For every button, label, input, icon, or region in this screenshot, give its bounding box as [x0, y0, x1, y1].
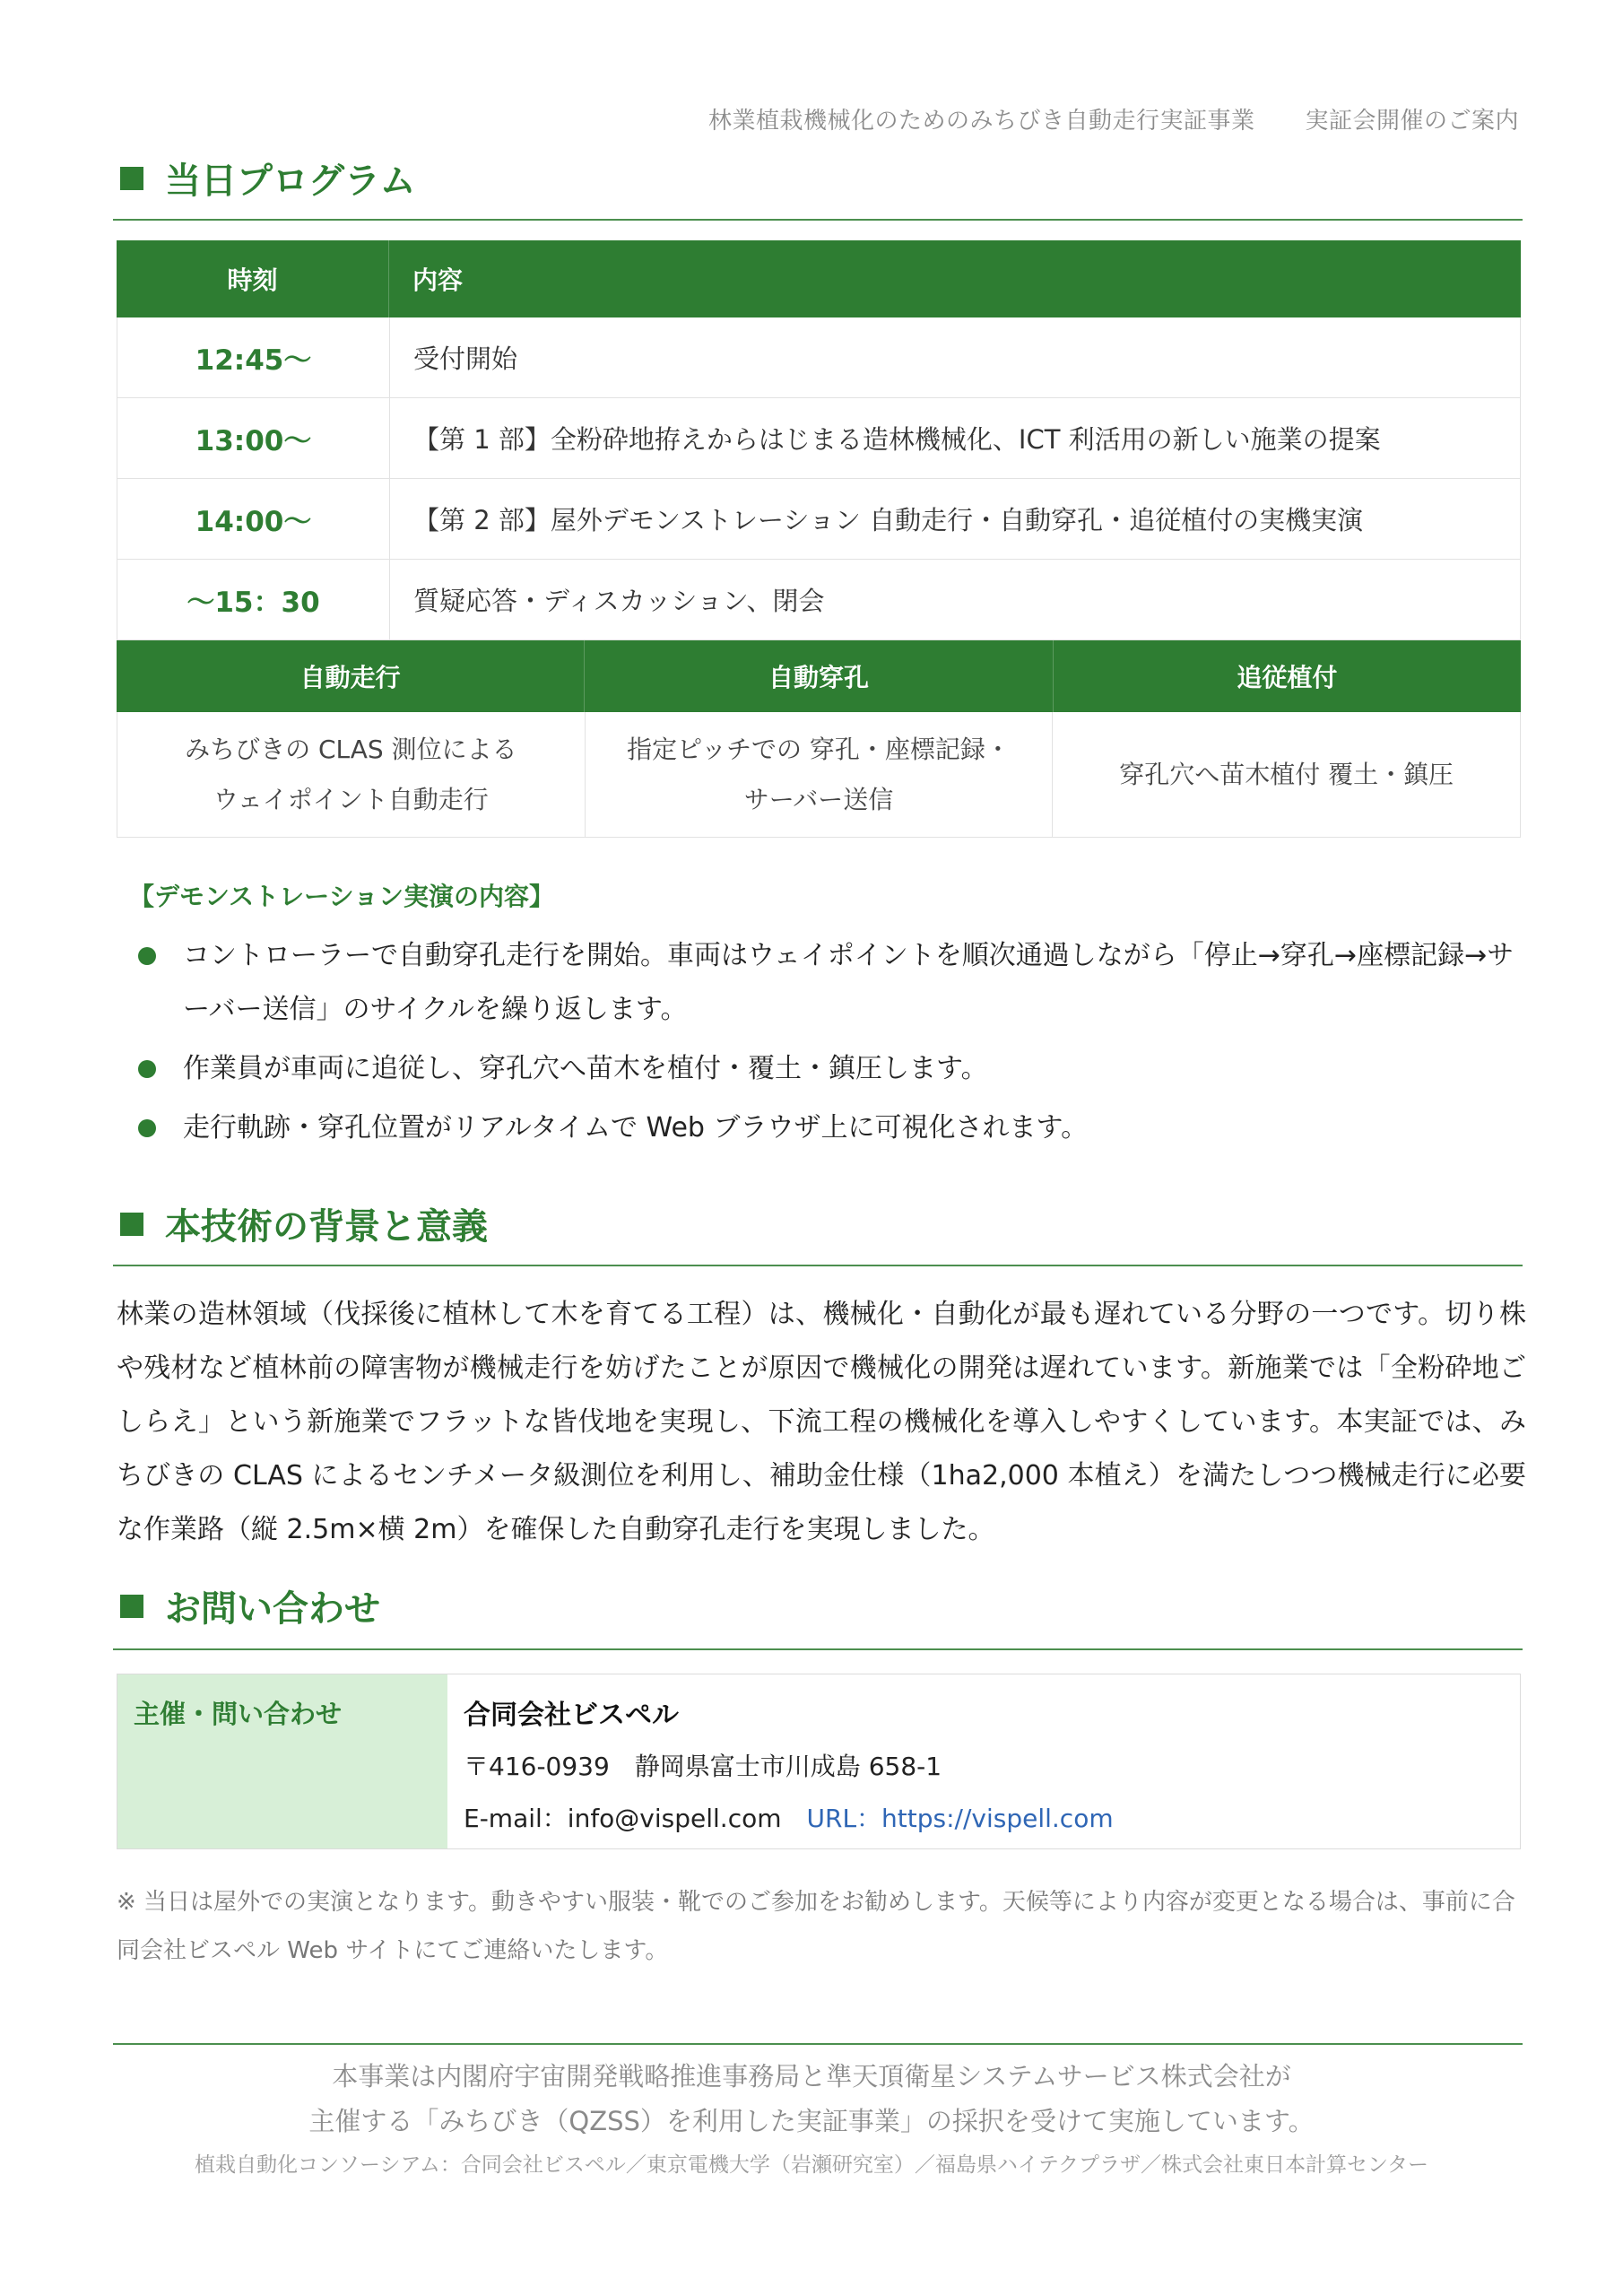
footer-line-1: 本事業は内閣府宇宙開発戦略推進事務局と準天頂衛星システムサービス株式会社が [332, 2061, 1291, 2092]
footer-consortium: 植栽自動化コンソーシアム：合同会社ビスペル／東京電機大学（岩瀬研究室）／福島県ハイテクプラザ／株式会社東日本計算センター [194, 2153, 1429, 2177]
row-time: 12:45〜 [117, 317, 390, 397]
demo-table-header [117, 640, 1521, 712]
demo-cell-line: 指定ピッチでの 穿孔・座標記録・ [627, 734, 1011, 764]
running-header [708, 102, 1519, 135]
header-project: 林業植栽機械化のためのみちびき自動走行実証事業 [707, 108, 1255, 135]
demo-cell-line: ウェイポイント自動走行 [213, 784, 489, 814]
demo-cell-line: サーバー送信 [743, 784, 894, 814]
row-time: 14:00〜 [117, 479, 390, 559]
demo-cell-follow-plant [1053, 712, 1520, 837]
demo-head-auto-drill: 自動穿孔 [585, 640, 1053, 712]
contact-info [447, 1674, 1520, 1848]
bullet-text: 作業員が車両に追従し、穿孔穴へ苗木を植付・覆土・鎮圧します。 [183, 1053, 988, 1084]
list-item [135, 1042, 1533, 1096]
demo-subtitle: 【デモンストレーション実演の内容】 [129, 882, 555, 911]
row-content: 受付開始 [413, 344, 518, 374]
program-table-header [117, 240, 1521, 317]
demo-table-body [117, 712, 1521, 838]
program-rule [113, 219, 1523, 221]
background-paragraph: 林業の造林領域（伐採後に植林して木を育てる工程）は、機械化・自動化が最も遅れている分野の一つです。切り株や残材など植林前の障害物が機械走行を妨げたことが原因で機械化の開発は遅れています。新施業では「全粉砕地ごしらえ」という新施業でフラットな皆伐地を実現し、下流工程の機械化を導入しやすくしています。本実証では、みちびきの CLAS によるセンチメータ級測位を利用し、補助金仕様（1ha2,000 本植え）を満たしつつ機械走行に必要な作業路（縦 2.5m×横 2m）を確保した自動穿孔走行を実現しました。 [117, 1299, 1526, 1545]
row-time: 〜15：30 [117, 560, 390, 639]
table-row [117, 398, 1521, 479]
background-title: 本技術の背景と意義 [165, 1206, 488, 1248]
contact-heading [120, 1580, 380, 1631]
contact-title: お問い合わせ [165, 1588, 380, 1630]
contact-org: 合同会社ビスペル [464, 1700, 679, 1731]
square-bullet-icon [120, 167, 143, 190]
table-row [117, 317, 1521, 398]
table-row [117, 560, 1521, 640]
contact-links [464, 1793, 1504, 1845]
demo-cell-line: 穿孔穴へ苗木植付 覆土・鎮圧 [1119, 759, 1454, 789]
header-doc: 実証会開催のご案内 [1305, 108, 1519, 135]
demo-head-follow-plant: 追従植付 [1237, 663, 1338, 692]
contact-email[interactable]: E-mail：info@vispell.com [464, 1804, 782, 1833]
list-item [135, 929, 1533, 1037]
background-rule [113, 1265, 1523, 1266]
contact-label: 主催・問い合わせ [117, 1674, 447, 1848]
col-time-header: 時刻 [117, 240, 389, 317]
square-bullet-icon [120, 1213, 143, 1236]
program-table [117, 240, 1521, 838]
bullet-dot-icon [138, 1119, 156, 1137]
row-content: 【第 2 部】屋外デモンストレーション 自動走行・自動穿孔・追従植付の実機実演 [413, 505, 1364, 535]
notice-text: ※ 当日は屋外での実演となります。動きやすい服装・靴でのご参加をお勧めします。天候等により内容が変更となる場合は、事前に合同会社ビスペル Web サイトにてご連絡いたします。 [117, 1889, 1515, 1964]
program-title: 当日プログラム [165, 161, 416, 202]
contact-address: 〒416-0939 静岡県富士市川成島 658-1 [464, 1752, 942, 1781]
bullet-dot-icon [138, 1060, 156, 1078]
col-content-header: 内容 [412, 265, 464, 295]
contact-box [117, 1674, 1521, 1849]
list-item [135, 1101, 1533, 1155]
row-time: 13:00〜 [117, 398, 390, 478]
square-bullet-icon [120, 1595, 143, 1618]
demo-cell-auto-drive [117, 712, 586, 837]
table-row [117, 479, 1521, 560]
demo-cell-line: みちびきの CLAS 測位による [185, 734, 517, 764]
bullet-text: 走行軌跡・穿孔位置がリアルタイムで Web ブラウザ上に可視化されます。 [183, 1112, 1089, 1144]
bullet-text: コントローラーで自動穿孔走行を開始。車両はウェイポイントを順次通過しながら「停止→穿孔→座標記録→サーバー送信」のサイクルを繰り返します。 [183, 940, 1515, 1025]
contact-url-link[interactable]: URL：https://vispell.com [806, 1804, 1114, 1833]
program-heading [120, 152, 416, 204]
row-content: 質疑応答・ディスカッション、閉会 [413, 586, 825, 616]
bullet-dot-icon [138, 947, 156, 965]
contact-rule [113, 1648, 1523, 1650]
footer-line-2: 主催する「みちびき（QZSS）を利用した実証事業」の採択を受けて実施しています。 [308, 2106, 1315, 2136]
background-heading [120, 1198, 488, 1249]
footer-rule [113, 2043, 1523, 2045]
row-content: 【第 1 部】全粉砕地拵えからはじまる造林機械化、ICT 利活用の新しい施業の提案 [413, 424, 1381, 455]
demo-head-auto-drive: 自動走行 [117, 640, 585, 712]
demo-cell-auto-drill [586, 712, 1054, 837]
demo-bullet-list [135, 929, 1533, 1161]
